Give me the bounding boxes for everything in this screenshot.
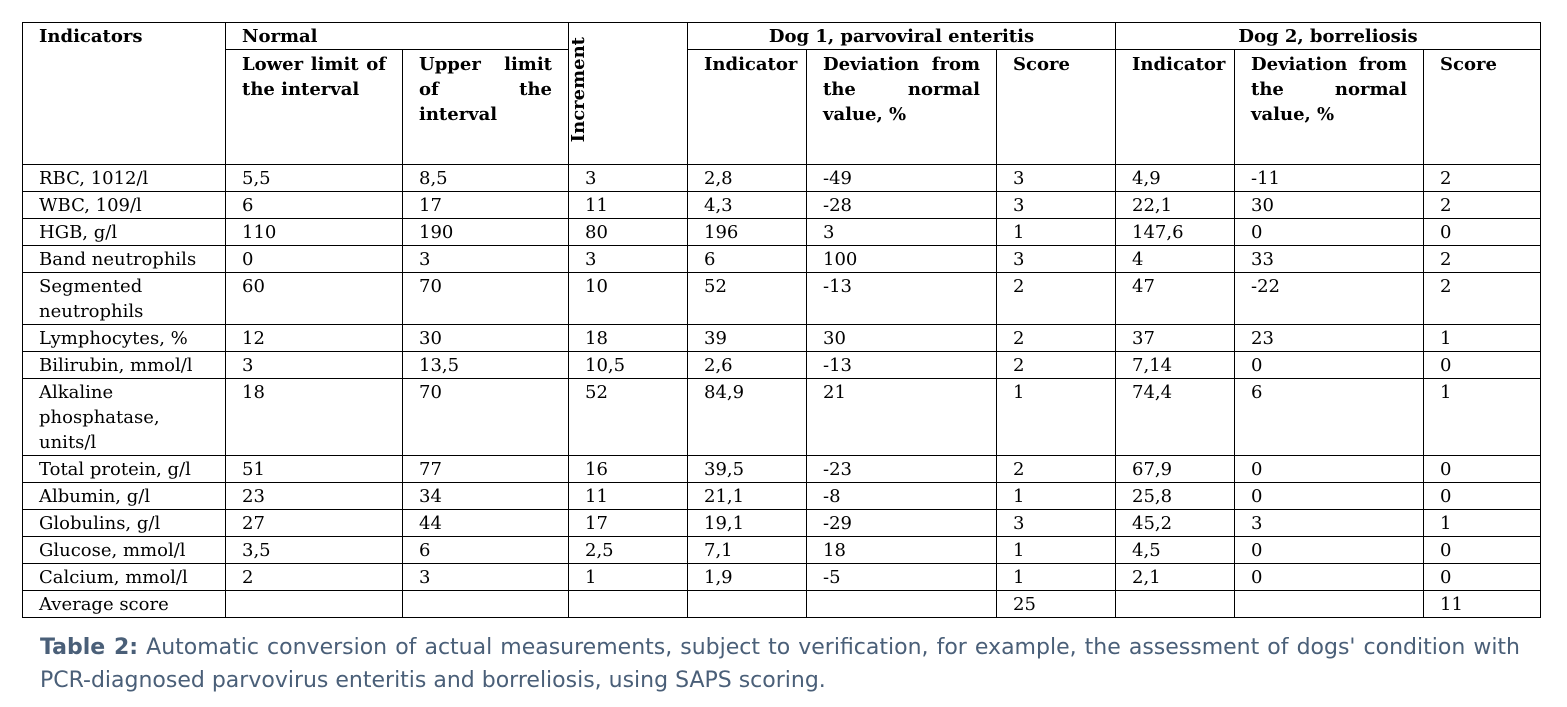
table-cell: 190 <box>403 219 569 246</box>
table-cell: 16 <box>569 456 688 483</box>
table-cell: 2 <box>997 456 1116 483</box>
table-cell: 18 <box>807 537 997 564</box>
row-label-cell: Average score <box>23 591 226 618</box>
table-cell: 3 <box>997 246 1116 273</box>
table-cell: 70 <box>403 273 569 325</box>
row-label-cell: Band neutrophils <box>23 246 226 273</box>
table-cell: 23 <box>1235 325 1424 352</box>
table-cell: 1 <box>1424 379 1541 456</box>
table-cell: 7,14 <box>1116 352 1235 379</box>
table-cell: 1 <box>1424 325 1541 352</box>
table-cell: -5 <box>807 564 997 591</box>
table-cell: 2 <box>997 325 1116 352</box>
table-cell: 33 <box>1235 246 1424 273</box>
table-cell: 25 <box>997 591 1116 618</box>
table-cell: 34 <box>403 483 569 510</box>
table-cell: 2 <box>997 352 1116 379</box>
table-cell <box>569 591 688 618</box>
table-cell <box>226 591 403 618</box>
table-cell: 6 <box>1235 379 1424 456</box>
table-cell: 23 <box>226 483 403 510</box>
table-cell: 2 <box>997 273 1116 325</box>
table-cell: 3 <box>997 510 1116 537</box>
table-cell: 1 <box>997 537 1116 564</box>
table-cell: -13 <box>807 352 997 379</box>
table-cell: 19,1 <box>688 510 807 537</box>
table-cell: 17 <box>569 510 688 537</box>
table-cell: 6 <box>688 246 807 273</box>
table-cell: 0 <box>1235 219 1424 246</box>
row-label-cell: Glucose, mmol/l <box>23 537 226 564</box>
header-row-2 <box>23 50 1541 165</box>
table-cell <box>1235 591 1424 618</box>
table-cell: 11 <box>569 192 688 219</box>
table-cell: 0 <box>1235 564 1424 591</box>
table-row <box>23 165 1541 192</box>
table-cell: 0 <box>1235 456 1424 483</box>
table-row <box>23 325 1541 352</box>
table-row <box>23 219 1541 246</box>
table-cell: 13,5 <box>403 352 569 379</box>
row-label-cell: Globulins, g/l <box>23 510 226 537</box>
table-cell: 18 <box>226 379 403 456</box>
table-cell: 77 <box>403 456 569 483</box>
row-label-cell: Albumin, g/l <box>23 483 226 510</box>
caption-text: Automatic conversion of actual measurements, subject to verification, for example, the assessment of dogs' condition with PCR-diagnosed parvovirus enteritis and borreliosis, using SAPS scoring. <box>40 635 1520 693</box>
table-cell: 0 <box>1424 537 1541 564</box>
table-cell: 1 <box>997 564 1116 591</box>
table-cell: 70 <box>403 379 569 456</box>
table-row <box>23 379 1541 456</box>
table-row <box>23 246 1541 273</box>
table-cell: 0 <box>226 246 403 273</box>
row-label-cell: Segmented neutrophils <box>23 273 226 325</box>
table-cell: 2 <box>226 564 403 591</box>
row-label-cell: HGB, g/l <box>23 219 226 246</box>
table-cell: 10,5 <box>569 352 688 379</box>
table-cell: 4,3 <box>688 192 807 219</box>
table-cell: 0 <box>1235 537 1424 564</box>
table-cell: 4,9 <box>1116 165 1235 192</box>
table-cell: 45,2 <box>1116 510 1235 537</box>
header-row-1 <box>23 23 1541 50</box>
table-cell: 0 <box>1424 483 1541 510</box>
table-cell: 1 <box>1424 510 1541 537</box>
table-cell: 67,9 <box>1116 456 1235 483</box>
header-dog1-deviation: Deviation from the normal value, % <box>807 50 997 165</box>
table-cell: 0 <box>1235 352 1424 379</box>
caption-label: Table 2: <box>40 635 139 660</box>
table-cell: 84,9 <box>688 379 807 456</box>
table-cell: 0 <box>1424 352 1541 379</box>
table-cell: 30 <box>403 325 569 352</box>
table-cell: 6 <box>226 192 403 219</box>
table-cell: -13 <box>807 273 997 325</box>
table-cell: 52 <box>688 273 807 325</box>
table-cell: 3 <box>1235 510 1424 537</box>
table-cell: 30 <box>1235 192 1424 219</box>
table-cell: 147,6 <box>1116 219 1235 246</box>
table-caption <box>40 631 1520 697</box>
table-cell: 2,5 <box>569 537 688 564</box>
table-cell: 8,5 <box>403 165 569 192</box>
row-label-cell: Alkaline phosphatase, units/l <box>23 379 226 456</box>
header-dog2: Dog 2, borreliosis <box>1116 23 1541 50</box>
header-increment-label: Increment <box>568 37 589 143</box>
header-normal: Normal <box>226 23 569 50</box>
table-cell: 10 <box>569 273 688 325</box>
table-cell: 39,5 <box>688 456 807 483</box>
results-table <box>22 22 1541 618</box>
row-label-cell: RBC, 1012/l <box>23 165 226 192</box>
row-label-cell: Lymphocytes, % <box>23 325 226 352</box>
header-dog1: Dog 1, parvoviral enteritis <box>688 23 1116 50</box>
table-cell: 51 <box>226 456 403 483</box>
table-cell: -23 <box>807 456 997 483</box>
table-cell: 2 <box>1424 273 1541 325</box>
table-cell: 80 <box>569 219 688 246</box>
header-dog1-indicator: Indicator <box>688 50 807 165</box>
table-cell: 110 <box>226 219 403 246</box>
table-cell: 6 <box>403 537 569 564</box>
table-cell: 1 <box>997 219 1116 246</box>
table-cell: 39 <box>688 325 807 352</box>
table-cell: 52 <box>569 379 688 456</box>
table-cell <box>807 591 997 618</box>
table-cell: 12 <box>226 325 403 352</box>
table-cell: 74,4 <box>1116 379 1235 456</box>
table-row <box>23 564 1541 591</box>
table-cell: -22 <box>1235 273 1424 325</box>
table-cell <box>403 591 569 618</box>
table-row <box>23 483 1541 510</box>
table-cell: 17 <box>403 192 569 219</box>
header-dog1-score: Score <box>997 50 1116 165</box>
table-cell: 21,1 <box>688 483 807 510</box>
table-cell: 196 <box>688 219 807 246</box>
table-row <box>23 456 1541 483</box>
table-cell: 2 <box>1424 192 1541 219</box>
table-cell: 3 <box>997 165 1116 192</box>
table-cell: 2,1 <box>1116 564 1235 591</box>
table-body <box>23 165 1541 618</box>
table-cell: 11 <box>1424 591 1541 618</box>
table-cell: -11 <box>1235 165 1424 192</box>
table-cell: 27 <box>226 510 403 537</box>
table-cell: 1 <box>997 379 1116 456</box>
table-row <box>23 591 1541 618</box>
table-cell: 3 <box>226 352 403 379</box>
table-cell: 2 <box>1424 246 1541 273</box>
table-cell: 4,5 <box>1116 537 1235 564</box>
table-cell: 1,9 <box>688 564 807 591</box>
table-row <box>23 273 1541 325</box>
header-indicators: Indicators <box>23 23 226 165</box>
table-cell: 3 <box>569 165 688 192</box>
table-cell: 3 <box>997 192 1116 219</box>
table-cell: 18 <box>569 325 688 352</box>
table-cell: 2,6 <box>688 352 807 379</box>
table-cell: 0 <box>1235 483 1424 510</box>
table-cell: 2 <box>1424 165 1541 192</box>
row-label-cell: WBC, 109/l <box>23 192 226 219</box>
table-cell: 3,5 <box>226 537 403 564</box>
header-dog2-indicator: Indicator <box>1116 50 1235 165</box>
table-cell: -28 <box>807 192 997 219</box>
header-dog2-score: Score <box>1424 50 1541 165</box>
row-label-cell: Bilirubin, mmol/l <box>23 352 226 379</box>
table-cell: 37 <box>1116 325 1235 352</box>
table-row <box>23 192 1541 219</box>
table-cell: 47 <box>1116 273 1235 325</box>
table-cell: 2,8 <box>688 165 807 192</box>
table-cell <box>1116 591 1235 618</box>
table-cell: 22,1 <box>1116 192 1235 219</box>
table-cell: 60 <box>226 273 403 325</box>
table-cell: -49 <box>807 165 997 192</box>
table-cell: 0 <box>1424 564 1541 591</box>
table-cell: 7,1 <box>688 537 807 564</box>
table-cell: 100 <box>807 246 997 273</box>
table-cell: 0 <box>1424 456 1541 483</box>
table-cell: 3 <box>807 219 997 246</box>
table-cell: 3 <box>403 246 569 273</box>
header-upper-limit: Upper limit of the interval <box>403 50 569 165</box>
row-label-cell: Total protein, g/l <box>23 456 226 483</box>
header-dog2-deviation: Deviation from the normal value, % <box>1235 50 1424 165</box>
table-row <box>23 537 1541 564</box>
table-cell: -29 <box>807 510 997 537</box>
table-cell: 5,5 <box>226 165 403 192</box>
table-cell: -8 <box>807 483 997 510</box>
table-cell: 21 <box>807 379 997 456</box>
table-row <box>23 352 1541 379</box>
table-cell: 1 <box>997 483 1116 510</box>
header-increment <box>569 23 688 165</box>
table-cell: 11 <box>569 483 688 510</box>
table-cell <box>688 591 807 618</box>
table-cell: 3 <box>403 564 569 591</box>
table-cell: 44 <box>403 510 569 537</box>
table-cell: 0 <box>1424 219 1541 246</box>
table-row <box>23 510 1541 537</box>
table-cell: 25,8 <box>1116 483 1235 510</box>
table-cell: 1 <box>569 564 688 591</box>
table-cell: 30 <box>807 325 997 352</box>
header-lower-limit: Lower limit of the interval <box>226 50 403 165</box>
row-label-cell: Calcium, mmol/l <box>23 564 226 591</box>
table-cell: 3 <box>569 246 688 273</box>
table-cell: 4 <box>1116 246 1235 273</box>
